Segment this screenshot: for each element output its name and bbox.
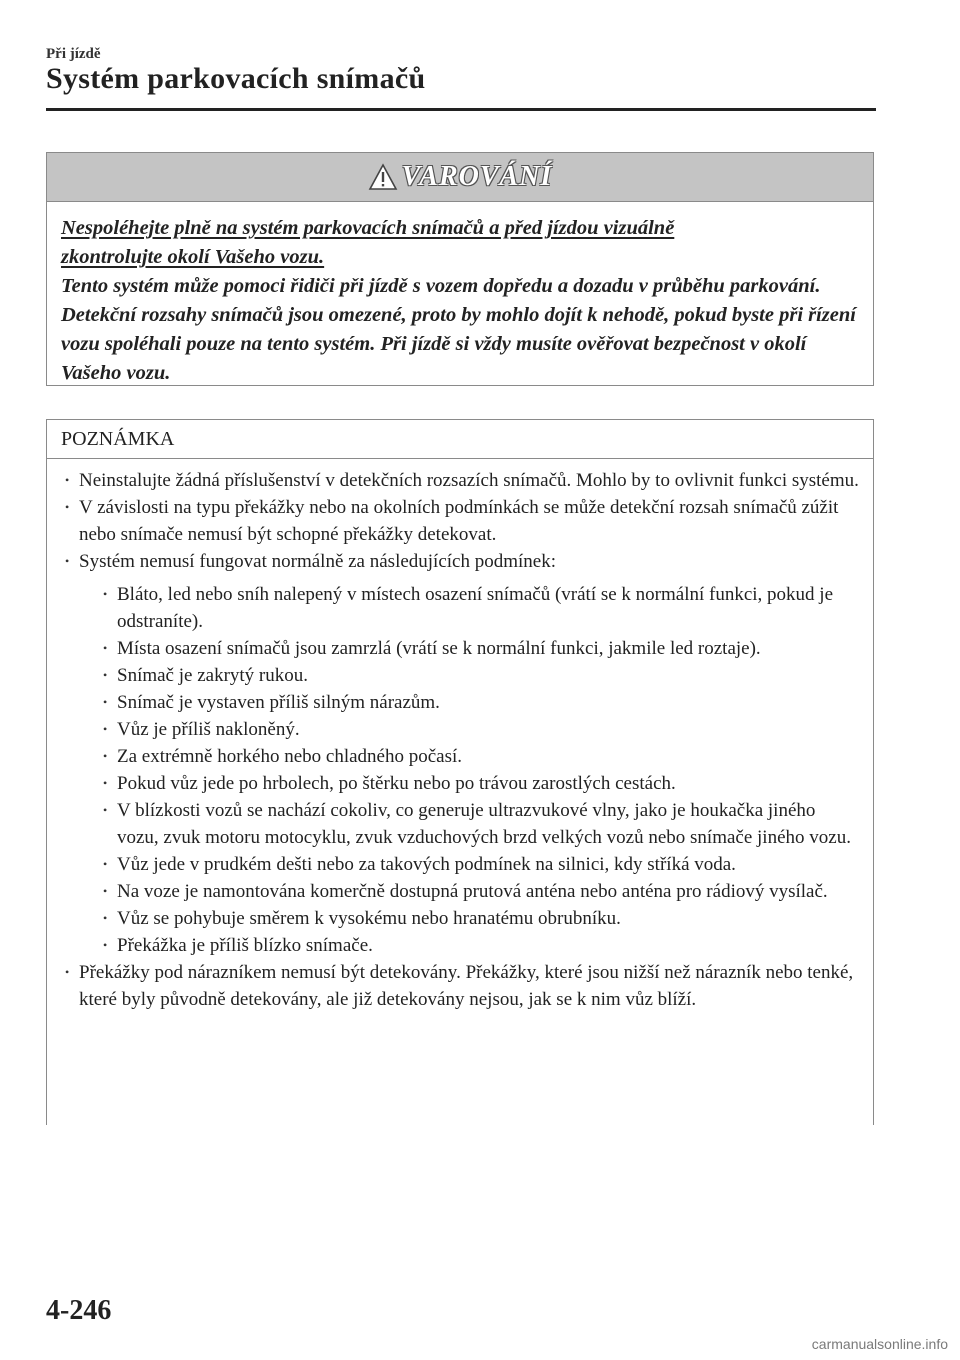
warning-body (47, 202, 873, 388)
note-sub-item: • Vůz jede v prudkém dešti nebo za takových podmínek na silnici, kdy stříká voda. (99, 851, 859, 878)
warning-triangle-icon (368, 163, 398, 191)
note-item: • V závislosti na typu překážky nebo na okolních podmínkách se může detekční rozsah snímačů zúžit nebo snímače nemusí být schopné překážky detekovat. (61, 494, 859, 548)
note-sub-list (79, 581, 859, 959)
note-sub-item: • Snímač je zakrytý rukou. (99, 662, 859, 689)
note-sub-item: • Místa osazení snímačů jsou zamrzlá (vrátí se k normální funkci, jakmile led roztaje). (99, 635, 859, 662)
section-label: Při jízdě (46, 46, 101, 62)
warning-lead-line2: zkontrolujte okolí Vašeho vozu. (61, 246, 325, 268)
title-rule (46, 108, 876, 111)
note-sub-item: • Za extrémně horkého nebo chladného počasí. (99, 743, 859, 770)
note-sub-item: • Na voze je namontována komerčně dostupná prutová anténa nebo anténa pro rádiový vysílač. (99, 878, 859, 905)
note-sub-item: • Vůz se pohybuje směrem k vysokému nebo hranatému obrubníku. (99, 905, 859, 932)
page-title: Systém parkovacích snímačů (46, 62, 426, 95)
note-item: • Neinstalujte žádná příslušenství v detekčních rozsazích snímačů. Mohlo by to ovlivnit funkci systému. (61, 467, 859, 494)
note-sub-item: • Vůz je příliš nakloněný. (99, 716, 859, 743)
warning-text: Tento systém může pomoci řidiči při jízdě s vozem dopředu a dozadu v průběhu parkování. Detekční rozsahy snímačů jsou omezené, proto by mohlo dojít k nehodě, pokud byste při řízení vozu spoléhali pouze na tento systém. Při jízdě si vždy musíte ověřovat bezpečnost v okolí Vašeho vozu. (61, 275, 856, 384)
warning-title: VAROVÁNÍ (401, 161, 553, 192)
note-item: • Systém nemusí fungovat normálně za následujících podmínek: • Bláto, led nebo sníh nalepený v místech osazení snímačů (vrátí se k normální funkci, pokud je odstraníte). • Místa osazení snímačů jsou zamrzlá (vrátí se k normální funkci, jakmile led roztaje). • Snímač je zakrytý rukou. • Snímač je vystaven příliš silným nárazům. • Vůz je příliš nakloněný. • Za extrémně horkého nebo chladného počasí. • Pokud vůz jede po hrbolech, po štěrku nebo po trávou zarostlých cestách. • V blízkosti vozů se nachází cokoliv, co generuje ultrazvukové vlny, jako je houkačka jiného vozu, zvuk motoru motocyklu, zvuk vzduchových brzd velkých vozů nebo snímače jiného vozu. • Vůz jede v prudkém dešti nebo za takových podmínek na silnici, kdy stříká voda. • Na voze je namontována komerčně dostupná prutová anténa nebo anténa pro rádiový vysílač. • Vůz se pohybuje směrem k vysokému nebo hranatému obrubníku. • Překážka je příliš blízko snímače. (61, 548, 859, 959)
note-sub-item: • Překážka je příliš blízko snímače. (99, 932, 859, 959)
note-sub-item: • Pokud vůz jede po hrbolech, po štěrku nebo po trávou zarostlých cestách. (99, 770, 859, 797)
note-sub-item: • Bláto, led nebo sníh nalepený v místech osazení snímačů (vrátí se k normální funkci, pokud je odstraníte). (99, 581, 859, 635)
page-number: 4-246 (46, 1295, 112, 1326)
note-sub-item: • V blízkosti vozů se nachází cokoliv, co generuje ultrazvukové vlny, jako je houkačka jiného vozu, zvuk motoru motocyklu, zvuk vzduchových brzd velkých vozů nebo snímače jiného vozu. (99, 797, 859, 851)
warning-header (47, 153, 873, 202)
note-header: POZNÁMKA (47, 420, 873, 459)
watermark: carmanualsonline.info (811, 1336, 948, 1352)
note-list (47, 459, 873, 1013)
warning-box (46, 152, 874, 386)
note-sub-item: • Snímač je vystaven příliš silným nárazům. (99, 689, 859, 716)
note-box (46, 419, 874, 1125)
note-item: • Překážky pod nárazníkem nemusí být detekovány. Překážky, které jsou nižší než nárazník nebo tenké, které byly původně detekovány, ale již detekovány nejsou, jak se k nim vůz blíží. (61, 959, 859, 1013)
warning-lead-line1: Nespoléhejte plně na systém parkovacích snímačů a před jízdou vizuálně (61, 217, 675, 239)
